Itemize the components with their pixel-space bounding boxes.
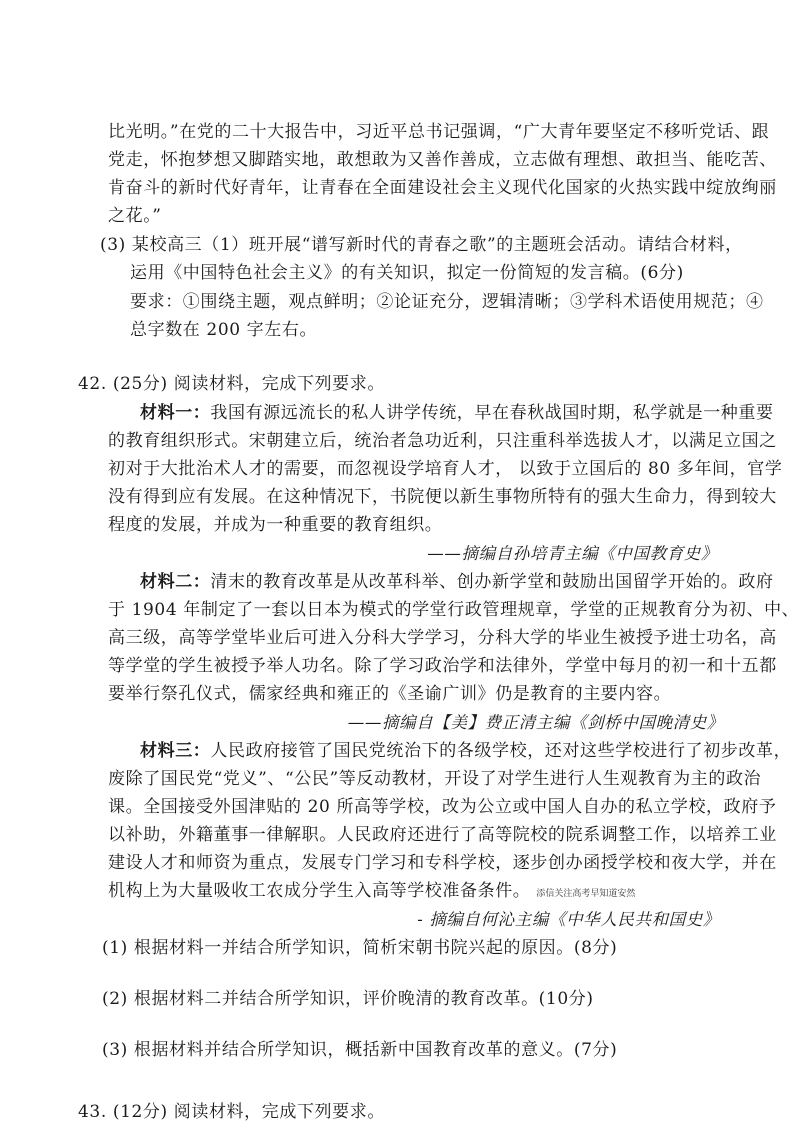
material-1-line-1: 我国有源远流长的私人讲学传统，早在春秋战国时期，私学就是一种重要 — [210, 403, 774, 423]
q41-3-requirement-line-1: 要求：①围绕主题，观点鲜明；②论证充分，逻辑清晰；③学科术语使用规范；④ — [130, 292, 764, 312]
q42-material-2-first-line — [140, 568, 774, 596]
material-1-line-2: 的教育组织形式。宋朝建立后，统治者急功近利，只注重科举选拔人才，以满足立国之 — [108, 431, 777, 451]
material-1-line-4: 没有得到应有发展。在这种情况下，书院便以新生事物所特有的强大生命力，得到较大 — [108, 487, 777, 507]
material-3-line-2: 废除了国民党“党义”、“公民”等反动教材，开设了对学生进行人生观教育为主的政治 — [108, 769, 762, 789]
material-1-label: 材料一： — [140, 403, 211, 423]
q42-question-2: (2) 根据材料二并结合所学知识，评价晚清的教育改革。(10分) — [102, 989, 594, 1009]
material-3-line-1: 人民政府接管了国民党统治下的各级学校，还对这些学校进行了初步改革， — [210, 741, 792, 761]
q42-header: 42. (25分) 阅读材料，完成下列要求。 — [78, 374, 385, 394]
material-3-source: - 摘编自何沁主编《中华人民共和国史》 — [417, 910, 720, 929]
material-3-line-6-wrap — [108, 877, 635, 908]
material-1-source: ——摘编自孙培青主编《中国教育史》 — [427, 544, 718, 563]
q43-header: 43. (12分) 阅读材料，完成下列要求。 — [78, 1102, 385, 1122]
q42-material-3-first-line — [140, 737, 791, 765]
material-3-line-3: 课。全国接受外国津贴的 20 所高等学校，改为公立或中国人自办的私立学校，政府予 — [108, 797, 777, 817]
material-3-line-5: 建设人才和师资为重点，发展专门学习和专科学校，逐步创办函授学校和夜大学，并在 — [108, 853, 777, 873]
intro-line-1: 比光明。”在党的二十大报告中，习近平总书记强调，“广大青年要坚定不移听党话、跟 — [108, 122, 770, 142]
material-3-line-6: 机构上为大量吸收工农成分学生入高等学校准备条件。 — [108, 881, 531, 901]
material-3-line-4: 以补助，外籍董事一律解职。人民政府还进行了高等院校的院系调整工作，以培养工业 — [108, 825, 777, 845]
material-3-label: 材料三： — [140, 741, 211, 761]
watermark-text: 添信关注高考早知道安然 — [536, 889, 636, 899]
material-2-source: ——摘编自【美】费正清主编《剑桥中国晚清史》 — [347, 713, 724, 732]
material-2-label: 材料二： — [140, 572, 211, 592]
q41-3-requirement-line-2: 总字数在 200 字左右。 — [130, 320, 318, 340]
intro-line-4: 之花。” — [108, 206, 162, 226]
material-1-line-3: 初对于大批治术人才的需要，而忽视设学培育人才， 以致于立国后的 80 多年间，官学 — [108, 459, 783, 479]
q42-question-3: (3) 根据材料并结合所学知识，概括新中国教育改革的意义。(7分) — [102, 1040, 618, 1060]
q42-question-1: (1) 根据材料一并结合所学知识，简析宋朝书院兴起的原因。(8分) — [102, 938, 618, 958]
intro-line-3: 肯奋斗的新时代好青年，让青春在全面建设社会主义现代化国家的火热实践中绽放绚丽 — [108, 178, 777, 198]
q41-3-line-2: 运用《中国特色社会主义》的有关知识，拟定一份简短的发言稿。(6分) — [130, 263, 684, 283]
q42-material-1-first-line — [140, 399, 774, 427]
intro-line-2: 党走，怀抱梦想又脚踏实地，敢想敢为又善作善成，立志做有理想、敢担当、能吃苦、 — [108, 150, 777, 170]
material-1-line-5: 程度的发展，并成为一种重要的教育组织。 — [108, 515, 443, 535]
material-2-line-5: 要举行祭孔仪式，儒家经典和雍正的《圣谕广训》仍是教育的主要内容。 — [108, 684, 672, 704]
q41-3-line-1: (3) 某校高三（1）班开展“谱写新时代的青春之歌”的主题班会活动。请结合材料， — [100, 235, 743, 255]
material-2-line-2: 于 1904 年制定了一套以日本为模式的学堂行政管理规章，学堂的正规教育分为初、中、 — [108, 600, 800, 620]
material-2-line-1: 清末的教育改革是从改革科举、创办新学堂和鼓励出国留学开始的。政府 — [210, 572, 774, 592]
material-2-line-3: 高三级，高等学堂毕业后可进入分科大学学习，分科大学的毕业生被授予进士功名，高 — [108, 628, 777, 648]
material-2-line-4: 等学堂的学生被授予举人功名。除了学习政治学和法律外，学堂中每月的初一和十五都 — [108, 656, 777, 676]
